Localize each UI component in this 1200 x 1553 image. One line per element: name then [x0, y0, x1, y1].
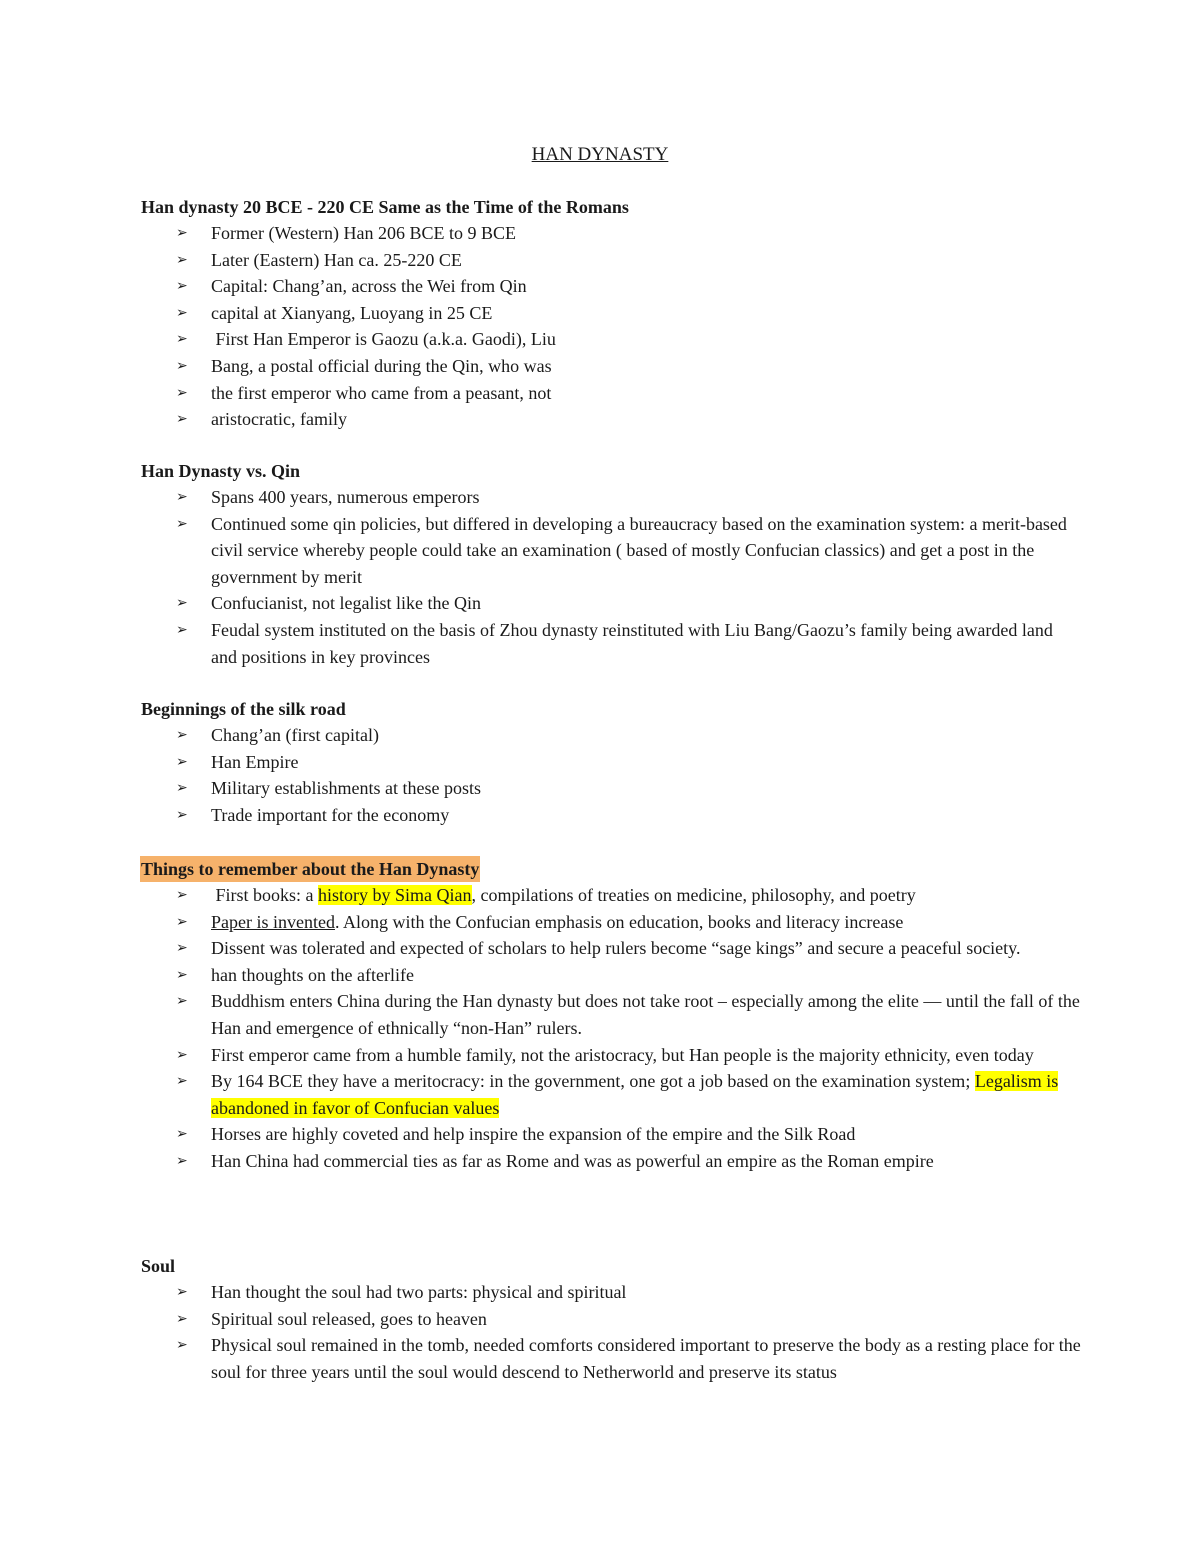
underlined-text: Paper is invented: [211, 911, 335, 932]
list-item: ➢ Han Empire: [0, 749, 1200, 776]
list-item: ➢ Spiritual soul released, goes to heaven: [0, 1306, 1200, 1333]
list-item: ➢ capital at Xianyang, Luoyang in 25 CE: [0, 300, 1200, 327]
section-heading-silk-road: Beginnings of the silk road: [141, 699, 346, 719]
list-item: ➢ First emperor came from a humble family, not the aristocracy, but Han people is the majority ethnicity, even today: [0, 1042, 1200, 1069]
arrow-bullet-icon: ➢: [176, 1073, 188, 1090]
list-item: ➢ the first emperor who came from a peasant, not: [0, 380, 1200, 407]
arrow-bullet-icon: ➢: [176, 940, 188, 957]
list-item: ➢ Han China had commercial ties as far as Rome and was as powerful an empire as the Roman empire: [0, 1148, 1200, 1175]
section-heading-soul: Soul: [141, 1256, 176, 1276]
arrow-bullet-icon: ➢: [176, 1284, 188, 1300]
list-item: ➢ Spans 400 years, numerous emperors: [0, 484, 1200, 511]
arrow-bullet-icon: ➢: [176, 753, 188, 770]
list-item: ➢ Military establishments at these posts: [0, 775, 1200, 802]
arrow-bullet-icon: ➢: [176, 225, 188, 241]
list-item: ➢ Capital: Chang’an, across the Wei from Qin: [0, 273, 1200, 300]
arrow-bullet-icon: ➢: [176, 913, 188, 930]
list-item: ➢ By 164 BCE they have a meritocracy: in the government, one got a job based on the examination system; Legalism is abandoned in favor of Confucian values: [0, 1068, 1200, 1121]
arrow-bullet-icon: ➢: [176, 515, 188, 532]
arrow-bullet-icon: ➢: [176, 727, 188, 743]
arrow-bullet-icon: ➢: [176, 489, 188, 505]
arrow-bullet-icon: ➢: [176, 966, 188, 983]
list-item: ➢ Bang, a postal official during the Qin, who was: [0, 353, 1200, 380]
arrow-bullet-icon: ➢: [176, 780, 188, 797]
list-item: ➢ Confucianist, not legalist like the Qin: [0, 590, 1200, 617]
highlighted-text: Legalism is abandoned in favor of Confucian values: [211, 1071, 1059, 1118]
bullet-list-soul: [0, 1279, 1200, 1385]
list-item: ➢ Trade important for the economy: [0, 802, 1200, 829]
highlighted-text: history by Sima Qian: [318, 885, 472, 905]
list-item: ➢ Han thought the soul had two parts: physical and spiritual: [0, 1279, 1200, 1306]
arrow-bullet-icon: ➢: [176, 595, 188, 612]
list-item: ➢ Continued some qin policies, but differed in developing a bureaucracy based on the examination system: a merit-based civil service whereby people could take an examination ( based of mostly Confucian classics) and get a post in the government by merit: [0, 511, 1200, 591]
list-item: ➢ Horses are highly coveted and help inspire the expansion of the empire and the Silk Road: [0, 1121, 1200, 1148]
list-item: ➢ Chang’an (first capital): [0, 722, 1200, 749]
section-heading-han-dynasty: Han dynasty 20 BCE - 220 CE Same as the Time of the Romans: [141, 197, 629, 217]
list-item: ➢ Physical soul remained in the tomb, needed comforts considered important to preserve the body as a resting place for the soul for three years until the soul would descend to Netherworld and preserve its status: [0, 1332, 1200, 1385]
bullet-list-things-to-remember: [0, 882, 1200, 1175]
arrow-bullet-icon: ➢: [176, 1152, 188, 1169]
section-heading-things-to-remember: Things to remember about the Han Dynasty: [140, 856, 480, 882]
arrow-bullet-icon: ➢: [176, 1337, 188, 1354]
arrow-bullet-icon: ➢: [176, 806, 188, 823]
arrow-bullet-icon: ➢: [176, 1310, 188, 1327]
list-item: ➢ han thoughts on the afterlife: [0, 962, 1200, 989]
list-item: ➢ First Han Emperor is Gaozu (a.k.a. Gaodi), Liu: [0, 326, 1200, 353]
arrow-bullet-icon: ➢: [176, 304, 188, 321]
bullet-list-han-vs-qin: [0, 484, 1200, 670]
arrow-bullet-icon: ➢: [176, 1046, 188, 1063]
list-item: ➢ Paper is invented. Along with the Confucian emphasis on education, books and literacy increase: [0, 909, 1200, 936]
arrow-bullet-icon: ➢: [176, 251, 188, 268]
arrow-bullet-icon: ➢: [176, 887, 188, 903]
list-item: ➢ aristocratic, family: [0, 406, 1200, 433]
list-item: ➢ Former (Western) Han 206 BCE to 9 BCE: [0, 220, 1200, 247]
arrow-bullet-icon: ➢: [176, 1126, 188, 1143]
arrow-bullet-icon: ➢: [176, 331, 188, 348]
list-item: ➢ Later (Eastern) Han ca. 25-220 CE: [0, 247, 1200, 274]
section-heading-han-vs-qin: Han Dynasty vs. Qin: [141, 461, 301, 481]
arrow-bullet-icon: ➢: [176, 357, 188, 374]
arrow-bullet-icon: ➢: [176, 384, 188, 401]
list-item: ➢ Buddhism enters China during the Han dynasty but does not take root – especially among the elite — until the fall of the Han and emergence of ethnically “non-Han” rulers.: [0, 988, 1200, 1041]
list-item: ➢ First books: a history by Sima Qian, compilations of treaties on medicine, philosophy, and poetry: [0, 882, 1200, 909]
arrow-bullet-icon: ➢: [176, 621, 188, 638]
arrow-bullet-icon: ➢: [176, 278, 188, 295]
arrow-bullet-icon: ➢: [176, 993, 188, 1010]
arrow-bullet-icon: ➢: [176, 411, 188, 428]
list-item: ➢ Feudal system instituted on the basis of Zhou dynasty reinstituted with Liu Bang/Gaozu’s family being awarded land and positions in key provinces: [0, 617, 1200, 670]
bullet-list-han-dynasty: [0, 220, 1200, 433]
bullet-list-silk-road: [0, 722, 1200, 828]
list-item: ➢ Dissent was tolerated and expected of scholars to help rulers become “sage kings” and secure a peaceful society.: [0, 935, 1200, 962]
document-title: HAN DYNASTY: [531, 144, 669, 165]
